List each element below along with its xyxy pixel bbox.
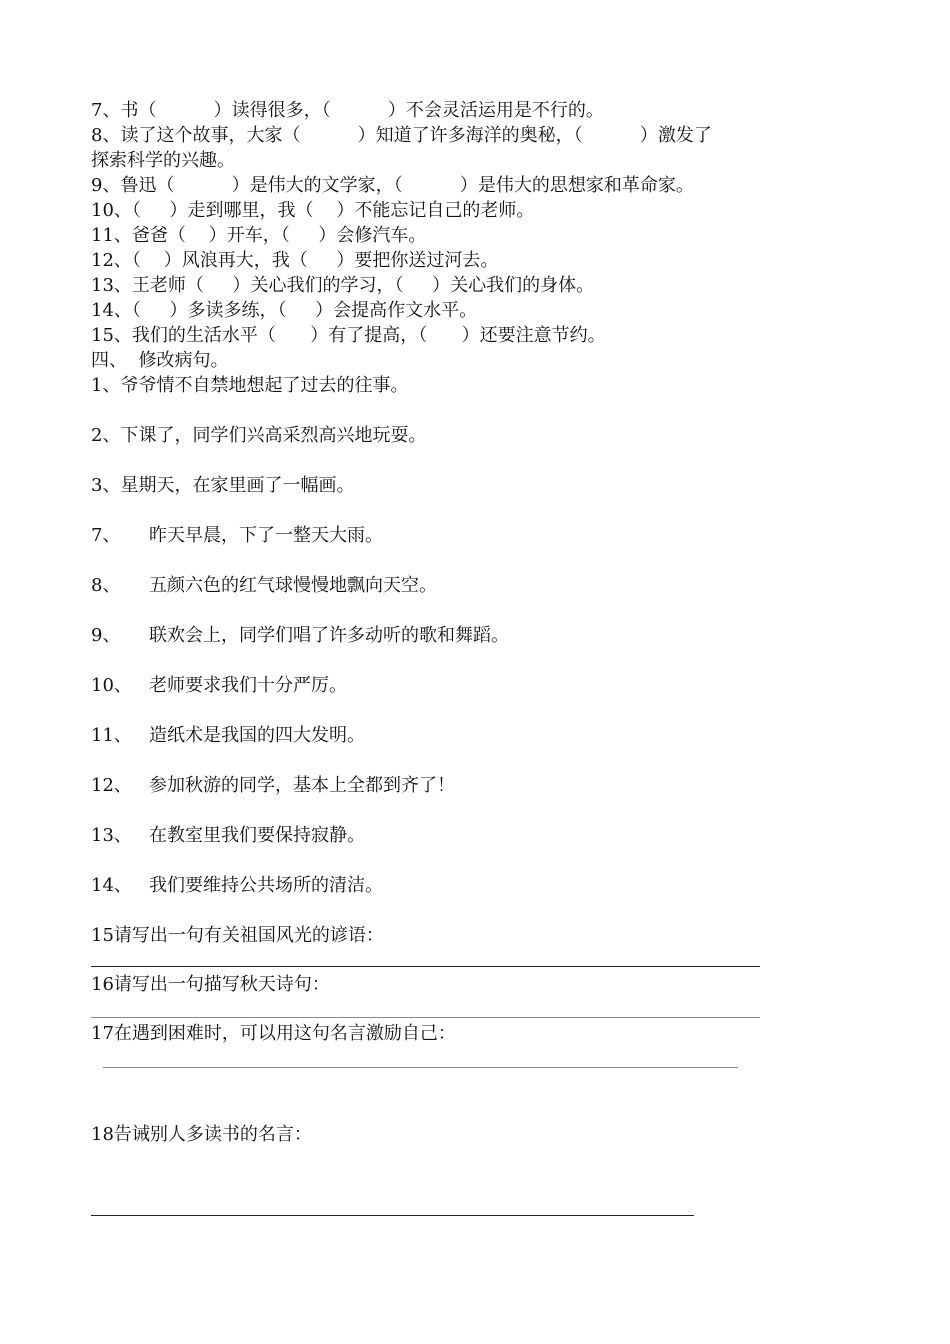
prompt-16: 16请写出一句描写秋天诗句： <box>91 974 330 995</box>
fill-item-7: 7、书（ ）读得很多，（ ）不会灵活运用是不行的。 <box>91 100 604 121</box>
prompt-17: 17在遇到困难时，可以用这句名言激励自己： <box>91 1023 456 1044</box>
correction-item-3: 3、星期天，在家里画了一幅画。 <box>91 475 355 496</box>
answer-line-18[interactable] <box>91 1215 694 1216</box>
fill-item-11: 11、爸爸（ ）开车，（ ）会修汽车。 <box>91 225 427 246</box>
fill-item-10: 10、（ ）走到哪里，我（ ）不能忘记自己的老师。 <box>91 200 535 221</box>
correction-item-7: 7、 昨天早晨，下了一整天大雨。 <box>91 525 383 546</box>
prompt-15: 15请写出一句有关祖国风光的谚语： <box>91 925 384 946</box>
correction-item-2: 2、下课了，同学们兴高采烈高兴地玩耍。 <box>91 425 427 446</box>
correction-item-1: 1、爷爷情不自禁地想起了过去的往事。 <box>91 375 409 396</box>
prompt-18: 18告诫别人多读书的名言： <box>91 1124 312 1145</box>
correction-item-12: 12、 参加秋游的同学，基本上全都到齐了！ <box>91 775 455 796</box>
fill-item-15: 15、我们的生活水平（ ）有了提高，（ ）还要注意节约。 <box>91 325 606 346</box>
answer-line-17[interactable] <box>103 1067 738 1068</box>
correction-item-9: 9、 联欢会上，同学们唱了许多动听的歌和舞蹈。 <box>91 625 509 646</box>
fill-item-12: 12、（ ）风浪再大，我（ ）要把你送过河去。 <box>91 250 499 271</box>
correction-item-14: 14、 我们要维持公共场所的清洁。 <box>91 875 383 896</box>
section-title: 四、 修改病句。 <box>91 350 229 371</box>
correction-item-10: 10、 老师要求我们十分严厉。 <box>91 675 347 696</box>
fill-item-8-continued: 探索科学的兴趣。 <box>91 150 235 171</box>
fill-item-13: 13、王老师（ ）关心我们的学习，（ ）关心我们的身体。 <box>91 275 595 296</box>
answer-line-15[interactable] <box>91 966 760 967</box>
correction-item-8: 8、 五颜六色的红气球慢慢地飘向天空。 <box>91 575 437 596</box>
fill-item-9: 9、鲁迅（ ）是伟大的文学家，（ ）是伟大的思想家和革命家。 <box>91 175 694 196</box>
answer-line-16[interactable] <box>91 1017 760 1018</box>
fill-item-14: 14、（ ）多读多练，（ ）会提高作文水平。 <box>91 300 478 321</box>
fill-item-8: 8、读了这个故事，大家（ ）知道了许多海洋的奥秘，（ ）激发了 <box>91 125 712 146</box>
correction-item-11: 11、 造纸术是我国的四大发明。 <box>91 725 365 746</box>
correction-item-13: 13、 在教室里我们要保持寂静。 <box>91 825 365 846</box>
